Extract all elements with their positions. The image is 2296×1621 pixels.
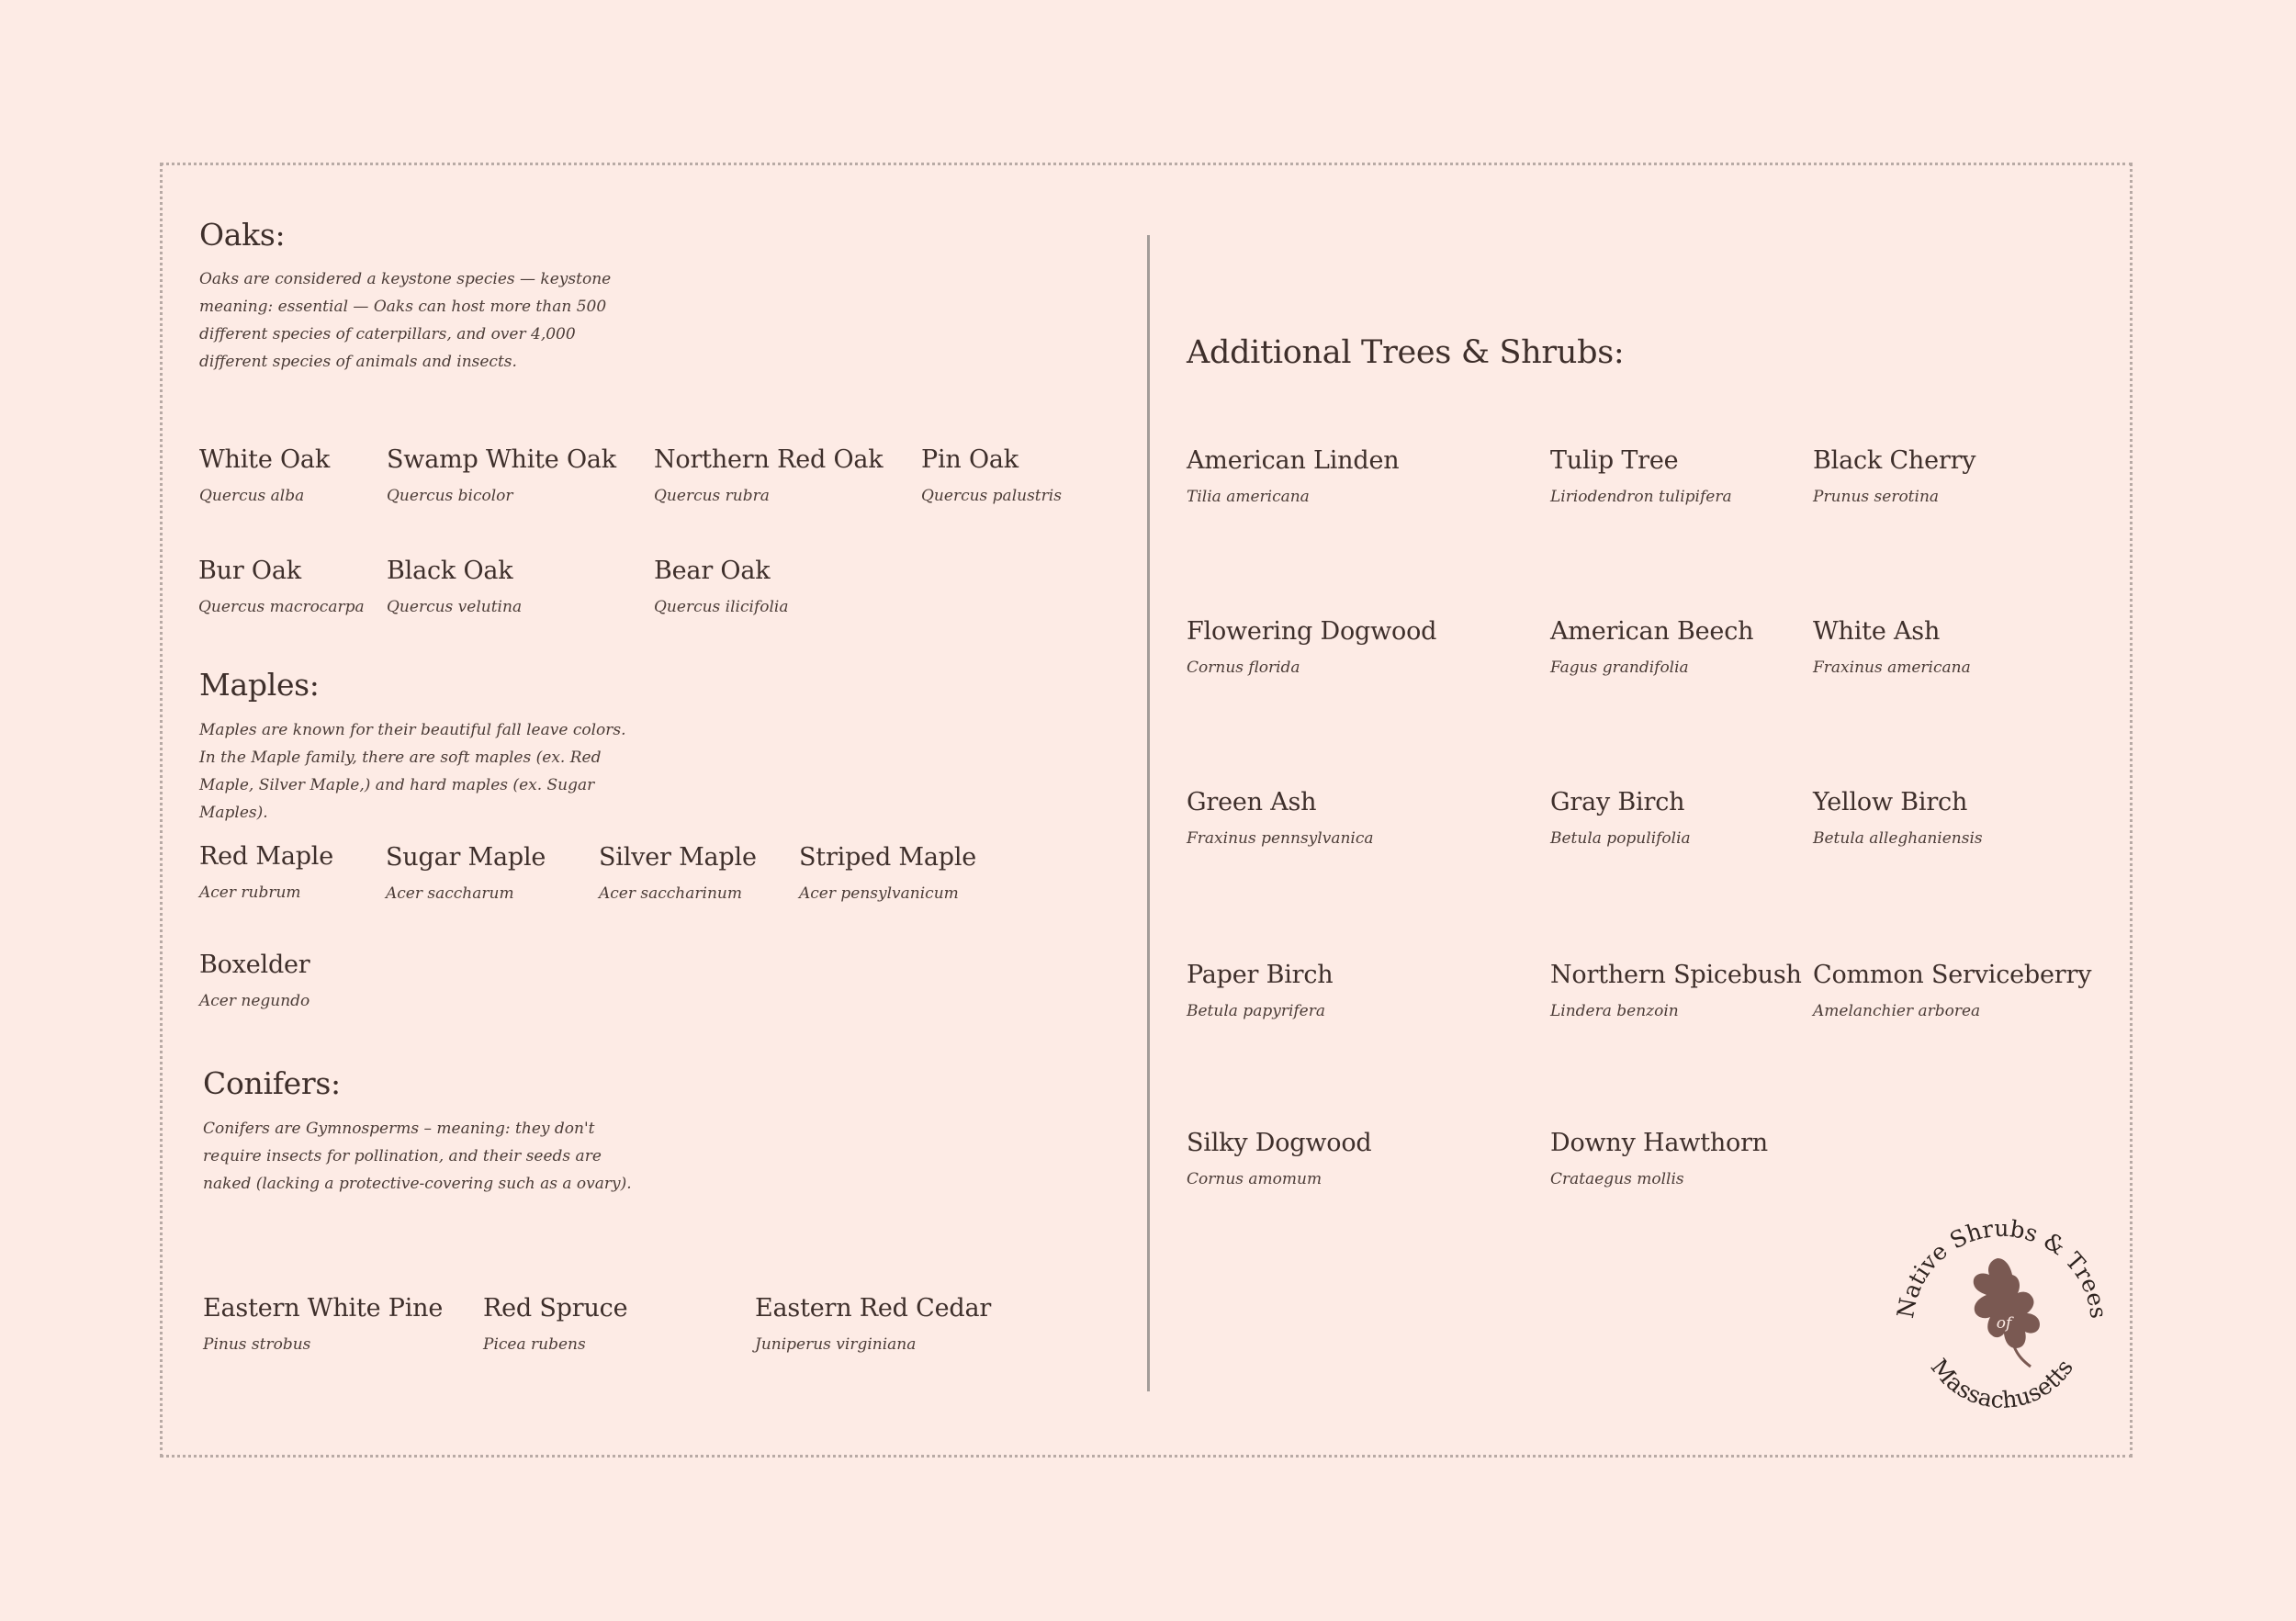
species-latin: Acer rubrum [199, 884, 301, 902]
species-latin: Quercus rubra [654, 487, 770, 505]
species-name: Yellow Birch [1813, 788, 1968, 816]
species-name: Boxelder [199, 951, 310, 979]
species-latin: Acer negundo [199, 992, 310, 1010]
species-name: Northern Spicebush [1550, 961, 1802, 989]
species-paper-birch [1187, 961, 1334, 1020]
species-name: Black Oak [387, 557, 513, 585]
species-latin: Fraxinus pennsylvanica [1187, 829, 1374, 848]
species-latin: Amelanchier arborea [1813, 1002, 1981, 1020]
maples-description: Maples are known for their beautiful fall leave colors. In the Maple family, there are soft maples (ex. Red Maple, Silver Maple,) and hard maples (ex. Sugar Maples). [199, 721, 626, 822]
species-name: Red Spruce [483, 1294, 628, 1323]
species-latin: Betula papyrifera [1187, 1002, 1325, 1020]
species-latin: Fraxinus americana [1813, 659, 1971, 677]
species-name: Flowering Dogwood [1187, 617, 1437, 646]
species-northern-spicebush [1550, 961, 1802, 1020]
emblem-center-text: of [1996, 1314, 2012, 1333]
species-bear-oak [654, 557, 788, 616]
species-pin-oak [921, 445, 1062, 505]
species-name: Common Serviceberry [1813, 961, 2092, 989]
species-swamp-white-oak [387, 445, 616, 505]
species-name: Paper Birch [1187, 961, 1334, 989]
species-latin: Quercus bicolor [387, 487, 513, 505]
species-latin: Liriodendron tulipifera [1550, 488, 1732, 506]
species-name: Eastern White Pine [203, 1294, 444, 1323]
conifers-section-title: Conifers: [203, 1065, 341, 1101]
species-name: Gray Birch [1550, 788, 1685, 816]
species-name: Silky Dogwood [1187, 1129, 1372, 1157]
species-latin: Quercus velutina [387, 598, 523, 616]
species-gray-birch [1550, 788, 1691, 848]
additional-section-title: Additional Trees & Shrubs: [1187, 334, 1625, 371]
species-red-maple [199, 842, 333, 902]
species-latin: Lindera benzoin [1550, 1002, 1679, 1020]
species-latin: Crataegus mollis [1550, 1170, 1684, 1188]
species-name: Eastern Red Cedar [755, 1294, 992, 1323]
emblem-top-text: Native Shrubs & Trees [1891, 1214, 2112, 1321]
species-eastern-red-cedar [755, 1294, 991, 1354]
oaks-description: Oaks are considered a keystone species — keystone meaning: essential — Oaks can host more than 500 different species of caterpillars, and over 4,000 different species of animals and insects. [199, 270, 612, 371]
species-green-ash [1187, 788, 1374, 848]
species-latin: Acer saccharinum [599, 884, 742, 903]
species-latin: Cornus amomum [1187, 1170, 1322, 1188]
species-latin: Cornus florida [1187, 659, 1300, 677]
emblem-bottom-text: Massachusetts [1925, 1354, 2079, 1413]
species-latin: Acer saccharum [386, 884, 514, 903]
species-name: Tulip Tree [1550, 446, 1679, 475]
species-eastern-white-pine [203, 1294, 443, 1354]
species-boxelder [199, 951, 310, 1010]
species-name: Bur Oak [198, 557, 301, 585]
species-name: White Oak [199, 445, 330, 474]
species-name: Sugar Maple [386, 843, 546, 872]
species-black-cherry [1813, 446, 1975, 506]
species-white-ash [1813, 617, 1971, 677]
oak-leaf-icon [1974, 1258, 2040, 1367]
species-latin: Betula populifolia [1550, 829, 1691, 848]
species-american-beech [1550, 617, 1753, 677]
species-latin: Pinus strobus [203, 1335, 311, 1354]
species-latin: Betula alleghaniensis [1813, 829, 1983, 848]
species-red-spruce [483, 1294, 627, 1354]
species-name: White Ash [1813, 617, 1941, 646]
species-latin: Quercus palustris [921, 487, 1062, 505]
species-latin: Picea rubens [483, 1335, 586, 1354]
species-silver-maple [599, 843, 757, 903]
species-flowering-dogwood [1187, 617, 1436, 677]
species-striped-maple [799, 843, 976, 903]
species-latin: Prunus serotina [1813, 488, 1940, 506]
species-bur-oak [198, 557, 365, 616]
species-black-oak [387, 557, 522, 616]
species-latin: Juniperus virginiana [755, 1335, 917, 1354]
species-latin: Tilia americana [1187, 488, 1310, 506]
species-american-linden [1187, 446, 1399, 506]
species-latin: Acer pensylvanicum [799, 884, 959, 903]
species-name: Red Maple [199, 842, 334, 871]
column-divider [1147, 235, 1150, 1391]
native-shrubs-emblem [1887, 1210, 2117, 1440]
species-yellow-birch [1813, 788, 1983, 848]
species-name: Pin Oak [921, 445, 1019, 474]
species-latin: Fagus grandifolia [1550, 659, 1689, 677]
species-silky-dogwood [1187, 1129, 1371, 1188]
species-common-serviceberry [1813, 961, 2091, 1020]
species-name: Bear Oak [654, 557, 771, 585]
species-name: Striped Maple [799, 843, 977, 872]
species-name: Green Ash [1187, 788, 1317, 816]
species-name: American Linden [1187, 446, 1400, 475]
species-name: Swamp White Oak [387, 445, 616, 474]
conifers-description: Conifers are Gymnosperms – meaning: they don't require insects for pollination, and their seeds are naked (lacking a protective-covering such as a ovary). [203, 1120, 632, 1193]
species-sugar-maple [386, 843, 546, 903]
species-northern-red-oak [654, 445, 883, 505]
species-tulip-tree [1550, 446, 1732, 506]
species-name: Black Cherry [1813, 446, 1976, 475]
maples-section-title: Maples: [199, 667, 320, 703]
species-name: Downy Hawthorn [1550, 1129, 1768, 1157]
species-latin: Quercus macrocarpa [198, 598, 365, 616]
species-white-oak [199, 445, 330, 505]
species-latin: Quercus ilicifolia [654, 598, 789, 616]
species-latin: Quercus alba [199, 487, 305, 505]
species-downy-hawthorn [1550, 1129, 1768, 1188]
species-name: Silver Maple [599, 843, 757, 872]
species-name: American Beech [1550, 617, 1754, 646]
oaks-section-title: Oaks: [199, 217, 286, 253]
species-name: Northern Red Oak [654, 445, 884, 474]
